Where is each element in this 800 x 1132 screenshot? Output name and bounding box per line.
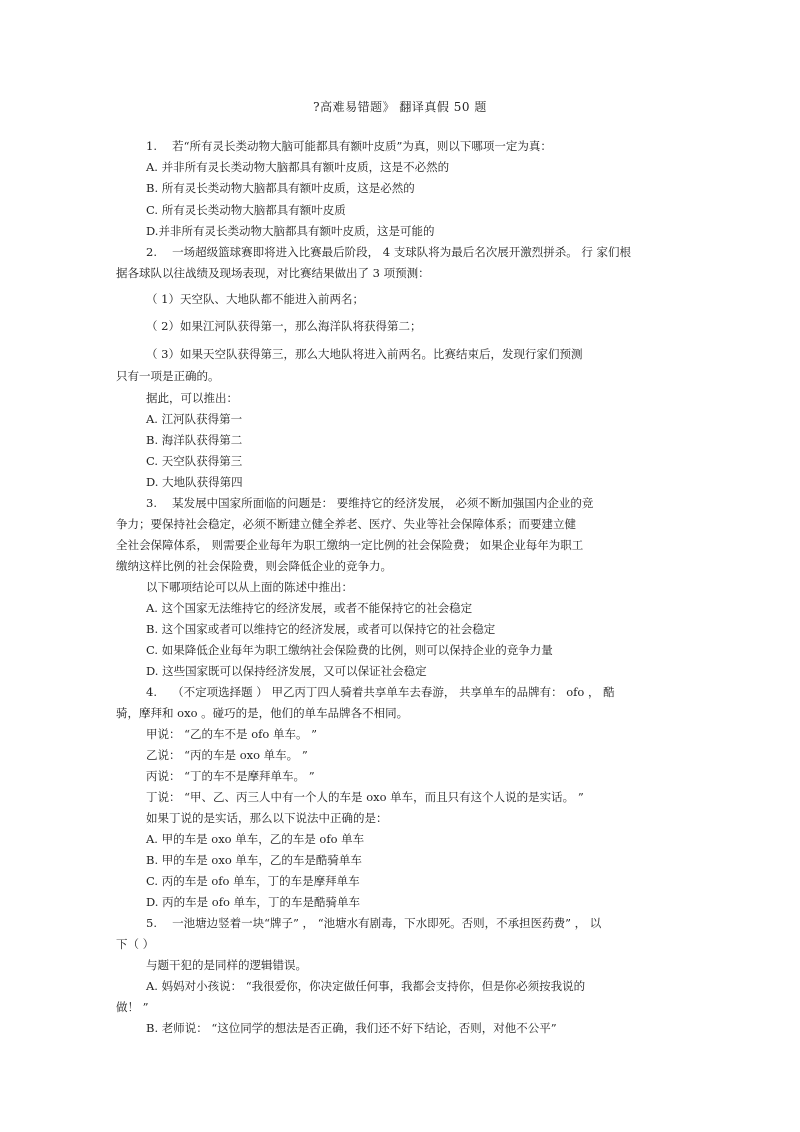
paragraph-line: 以下哪项结论可以从上面的陈述中推出： (146, 580, 353, 594)
paragraph-line: 争力；要保持社会稳定，必须不断建立健全养老、医疗、失业等社会保障体系；而要建立健 (116, 517, 576, 531)
paragraph-line: 做！ ” (116, 1000, 149, 1014)
question-3-stem: 3. 某发展中国家所面临的问题是： 要维持它的经济发展， 必须不断加强国内企业的竞 (146, 496, 594, 510)
option-line: D. 丙的车是 ofo 单车，丁的车是酷骑单车 (146, 895, 361, 909)
option-line: D.并非所有灵长类动物大脑都具有额叶皮质，这是可能的 (146, 224, 435, 238)
option-line: C. 丙的车是 ofo 单车，丁的车是摩拜单车 (146, 874, 360, 888)
document-title: ?高难易错题》 翻译真假 50 题 (313, 100, 487, 114)
option-line: B. 老师说： “这位同学的想法是否正确，我们还不好下结论，否则，对他不公平” (146, 1021, 557, 1035)
option-line: C. 天空队获得第三 (146, 454, 243, 468)
paragraph-line: 下（ ） (116, 937, 155, 951)
question-4-stem: 4. （不定项选择题 ） 甲乙丙丁四人骑着共享单车去春游， 共享单车的品牌有： ofo ， 酷 (146, 685, 615, 699)
paragraph-line: 全社会保障体系， 则需要企业每年为职工缴纳一定比例的社会保险费； 如果企业每年为职工 (116, 538, 584, 552)
option-line: B. 甲的车是 oxo 单车，乙的车是酷骑单车 (146, 853, 362, 867)
paragraph-line: 据此，可以推出： (146, 391, 238, 405)
option-line: B. 这个国家或者可以维持它的经济发展，或者可以保持它的社会稳定 (146, 622, 496, 636)
option-line: B. 海洋队获得第二 (146, 433, 243, 447)
option-line: A. 并非所有灵长类动物大脑都具有额叶皮质，这是不必然的 (146, 160, 450, 174)
paragraph-line: 缴纳这样比例的社会保险费，则会降低企业的竞争力。 (116, 559, 392, 573)
paragraph-line: 骑，摩拜和 oxo 。碰巧的是，他们的单车品牌各不相同。 (116, 706, 409, 720)
statement-line: 乙说： “丙的车是 oxo 单车。 ” (146, 748, 308, 762)
option-line: A. 江河队获得第一 (146, 412, 243, 426)
option-line: A. 这个国家无法维持它的经济发展，或者不能保持它的社会稳定 (146, 601, 473, 615)
option-line: B. 所有灵长类动物大脑都具有额叶皮质，这是必然的 (146, 181, 415, 195)
paragraph-line: 与题干犯的是同样的逻辑错误。 (146, 958, 307, 972)
option-line: C. 如果降低企业每年为职工缴纳社会保险费的比例，则可以保持企业的竞争力量 (146, 643, 553, 657)
question-1-stem: 1. 若“所有灵长类动物大脑可能都具有额叶皮质”为真，则以下哪项一定为真： (146, 139, 552, 153)
prediction-line: （ 3）如果天空队获得第三，那么大地队将进入前两名。比赛结束后，发现行家们预测 (146, 347, 583, 361)
question-5-stem: 5. 一池塘边竖着一块“牌子” ， “池塘水有剧毒，下水即死。否则，不承担医药费” ， 以 (146, 916, 602, 930)
prediction-line: （ 2）如果江河队获得第一，那么海洋队将获得第二； (146, 319, 422, 333)
paragraph-line: 据各球队以往战绩及现场表现，对比赛结果做出了 3 项预测： (116, 266, 430, 280)
statement-line: 丙说： “丁的车不是摩拜单车。 ” (146, 769, 315, 783)
prediction-line: （ 1）天空队、大地队都不能进入前两名； (146, 292, 364, 306)
question-2-stem: 2. 一场超级篮球赛即将进入比赛最后阶段， 4 支球队将为最后名次展开激烈拼杀。 行 家们根 (146, 245, 632, 259)
paragraph-line: 只有一项是正确的。 (116, 369, 220, 383)
statement-line: 丁说： “甲、乙、丙三人中有一个人的车是 oxo 单车，而且只有这个人说的是实话。 ” (146, 790, 584, 804)
option-line: D. 大地队获得第四 (146, 475, 243, 489)
paragraph-line: 如果丁说的是实话，那么以下说法中正确的是： (146, 811, 388, 825)
statement-line: 甲说： “乙的车不是 ofo 单车。 ” (146, 727, 317, 741)
option-line: A. 妈妈对小孩说： “我很爱你，你决定做任何事，我都会支持你，但是你必须按我说的 (146, 979, 586, 993)
option-line: D. 这些国家既可以保持经济发展，又可以保证社会稳定 (146, 664, 427, 678)
option-line: C. 所有灵长类动物大脑都具有额叶皮质 (146, 203, 346, 217)
option-line: A. 甲的车是 oxo 单车，乙的车是 ofo 单车 (146, 832, 365, 846)
